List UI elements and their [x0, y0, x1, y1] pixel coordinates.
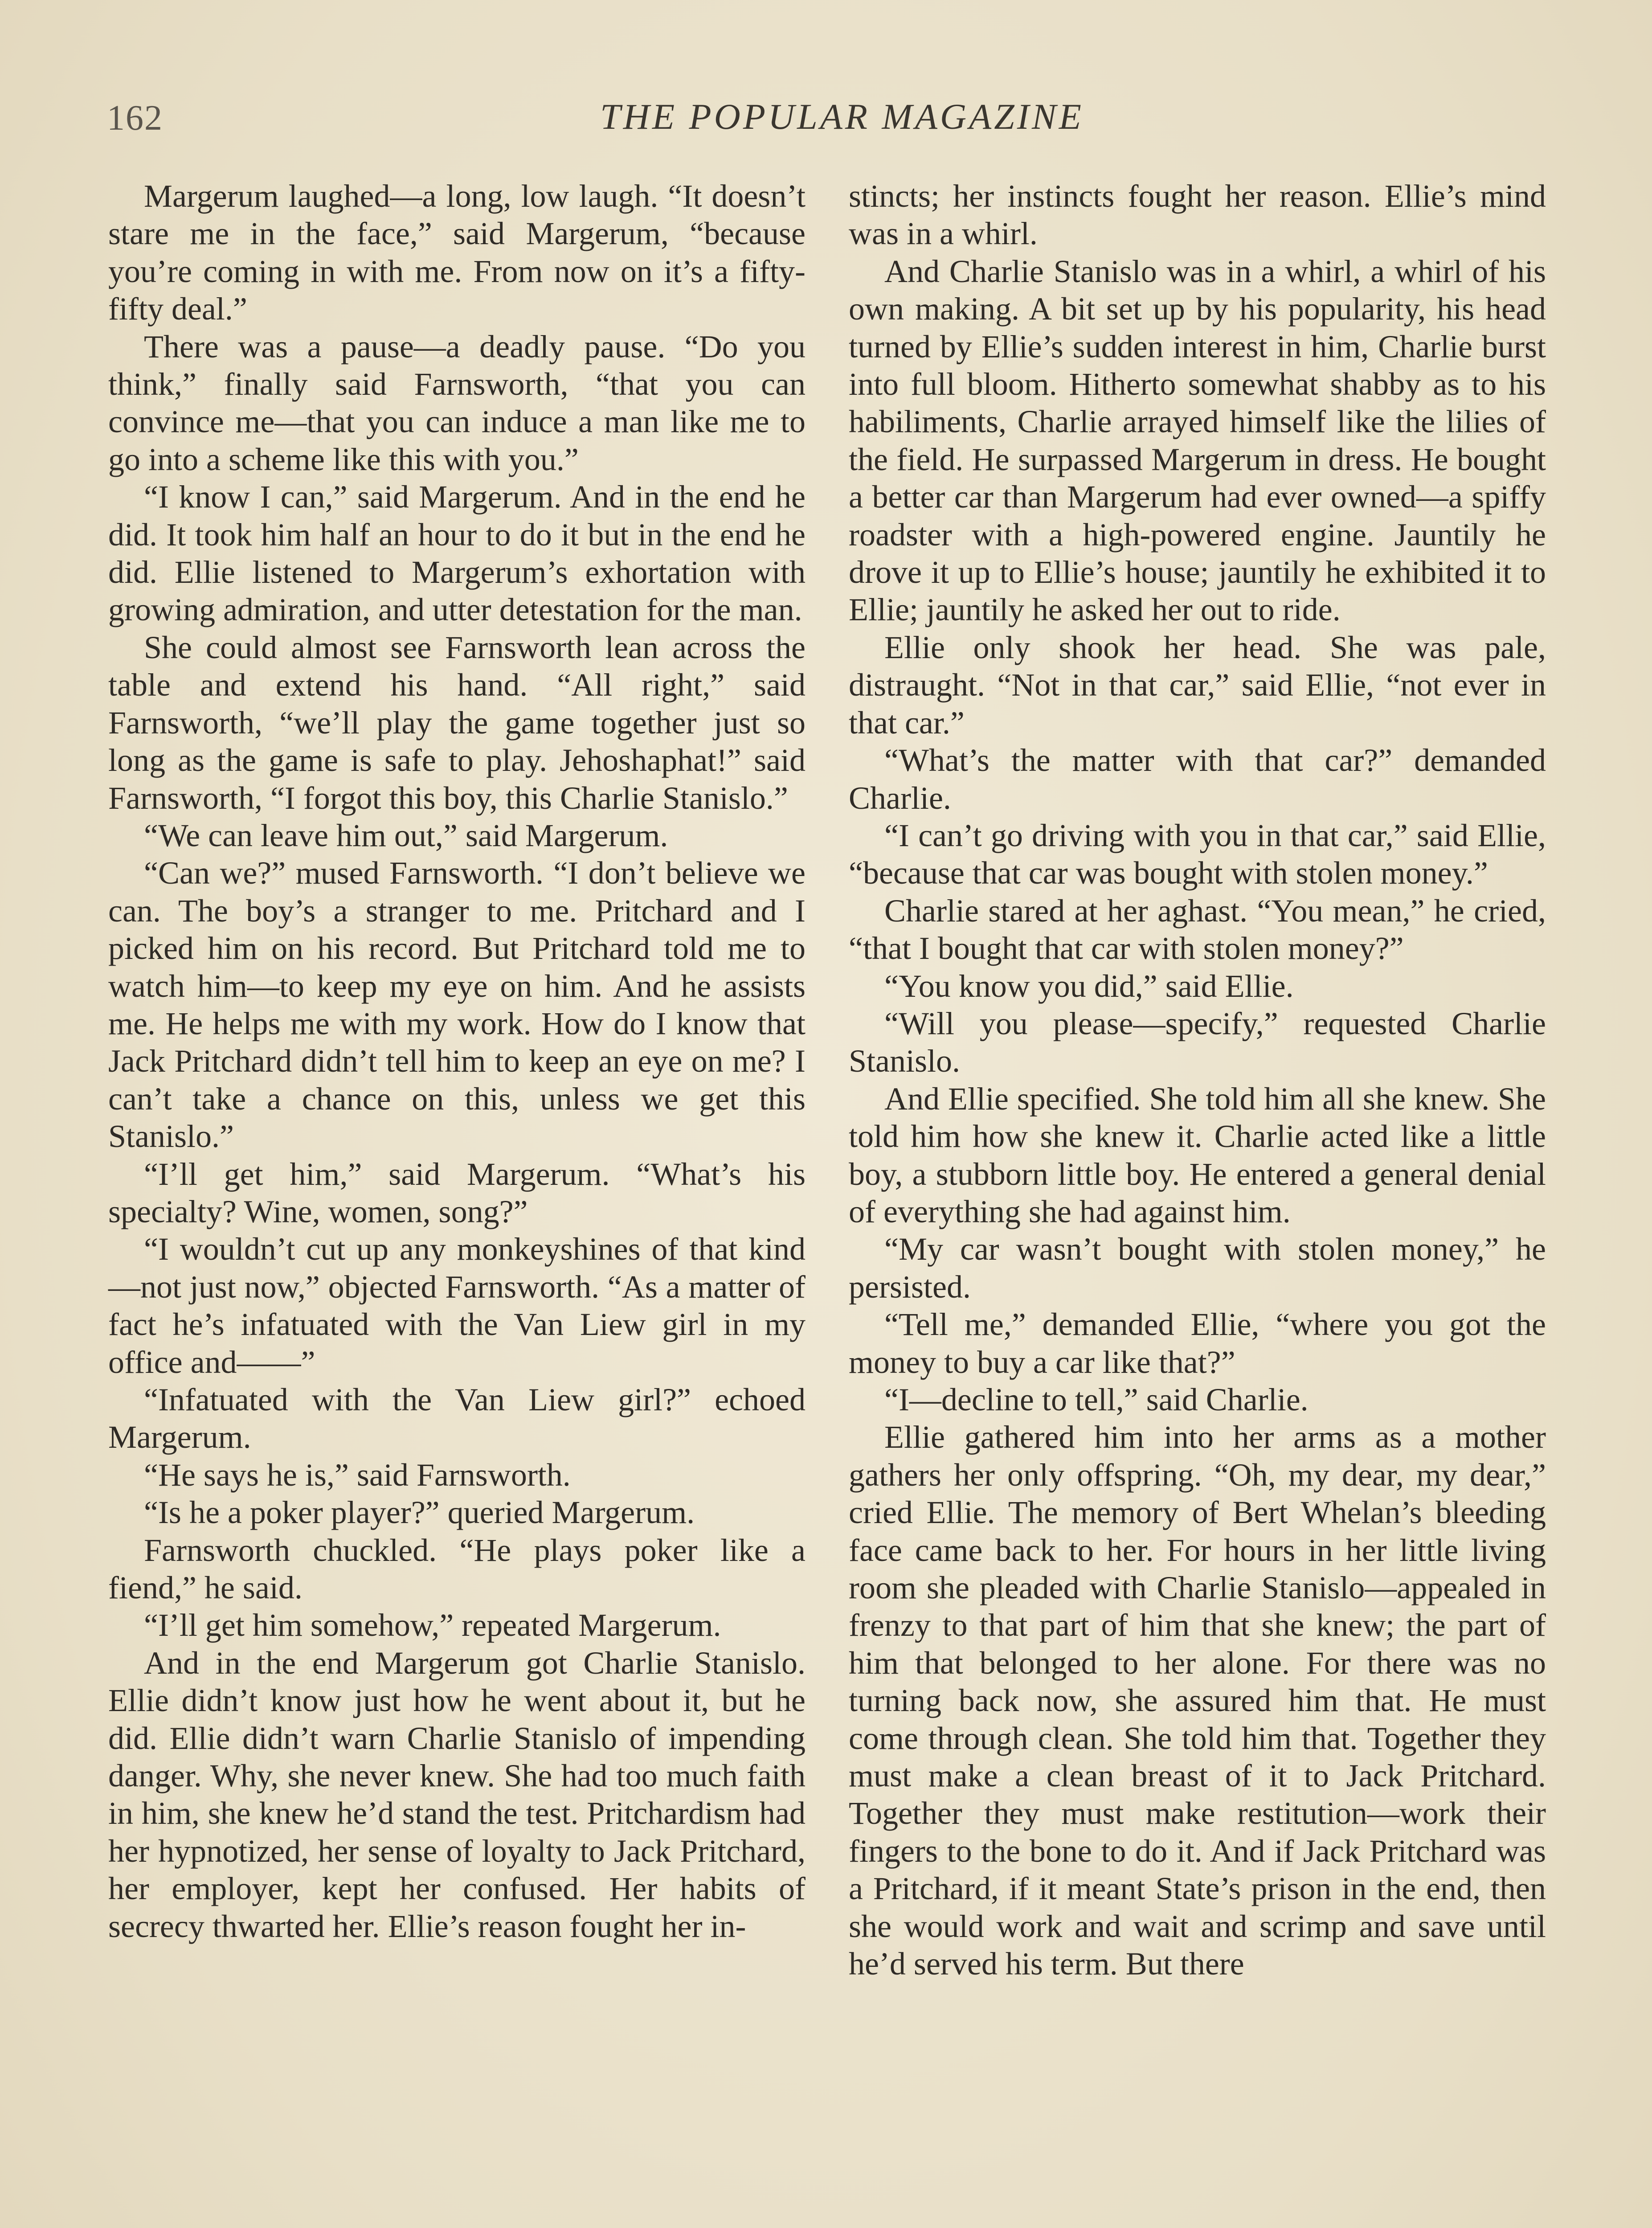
paragraph: Margerum laughed—a long, low laugh. “It doesn’t stare me in the face,” said Margerum, “because you’re coming in with me. From now on it’s a fifty-fifty deal.” — [108, 178, 806, 327]
paragraph: “I’ll get him,” said Margerum. “What’s his specialty? Wine, women, song?” — [108, 1156, 806, 1229]
paragraph: “I—decline to tell,” said Charlie. — [884, 1382, 1309, 1417]
paragraph: stincts; her instincts fought her reason. Ellie’s mind was in a whirl. — [849, 178, 1546, 252]
paragraph: “Tell me,” demanded Ellie, “where you got the money to buy a car like that?” — [849, 1306, 1546, 1380]
paragraph: “You know you did,” said Ellie. — [884, 968, 1294, 1004]
paragraph: Farnsworth chuckled. “He plays poker like a fiend,” he said. — [108, 1532, 806, 1606]
right-column — [849, 177, 1546, 1983]
paragraph: Ellie gathered him into her arms as a mother gathers her only offspring. “Oh, my dear, my dear,” cried Ellie. The memory of Bert Whelan’s bleeding face came back to her. For hours in her little living room she pleaded with Charlie Stanislo—appealed in frenzy to that part of him that she knew; the part of him that belonged to her alone. For there was no turning back now, she assured him that. He must come through clean. She told him that. Together they must make a clean breast of it to Jack Pritchard. Together they must make restitution—work their fingers to the bone to do it. And if Jack Pritchard was a Pritchard, if it meant State’s prison in the end, then she would work and wait and scrimp and save until he’d served his term. But there — [849, 1419, 1546, 1982]
paragraph: “I can’t go driving with you in that car,” said Ellie, “because that car was bought with stolen money.” — [849, 817, 1546, 891]
paragraph: There was a pause—a deadly pause. “Do you think,” finally said Farnsworth, “that you can convince me—that you can induce a man like me to go into a scheme like this with you.” — [108, 328, 806, 477]
paragraph: And in the end Margerum got Charlie Stanislo. Ellie didn’t know just how he went about it, but he did. Ellie didn’t warn Charlie Stanislo of impending danger. Why, she never knew. She had too much faith in him, she knew he’d stand the test. Pritchardism had her hypnotized, her sense of loyalty to Jack Pritchard, her employer, kept her confused. Her habits of secrecy thwarted her. Ellie’s reason fought her in- — [108, 1645, 806, 1944]
paragraph: “Is he a poker player?” queried Margerum. — [144, 1495, 695, 1531]
running-head: THE POPULAR MAGAZINE — [600, 96, 1084, 137]
paragraph: “My car wasn’t bought with stolen money,” he persisted. — [849, 1231, 1546, 1305]
paragraph: “What’s the matter with that car?” demanded Charlie. — [849, 742, 1546, 816]
paragraph: “I know I can,” said Margerum. And in the end he did. It took him half an hour to do it but in the end he did. Ellie listened to Margerum’s exhortation with growing admiration, and utter detestation for the man. — [108, 479, 806, 628]
paragraph: “Will you please—specify,” requested Charlie Stanislo. — [849, 1005, 1546, 1079]
paragraph: And Charlie Stanislo was in a whirl, a whirl of his own making. A bit set up by his popularity, his head turned by Ellie’s sudden interest in him, Charlie burst into full bloom. Hitherto somewhat shabby as to his habiliments, Charlie arrayed himself like the lilies of the field. He surpassed Margerum in dress. He bought a better car than Margerum had ever owned—a spiffy roadster with a high-powered engine. Jauntily he drove it up to Ellie’s house; jauntily he exhibited it to Ellie; jauntily he asked her out to ride. — [849, 253, 1546, 628]
paragraph: She could almost see Farnsworth lean across the table and extend his hand. “All right,” said Farnsworth, “we’ll play the game together just so long as the game is safe to play. Jehoshaphat!” said Farnsworth, “I forgot this boy, this Charlie Stanislo.” — [108, 629, 806, 816]
paragraph: “He says he is,” said Farnsworth. — [144, 1457, 571, 1493]
paragraph: “We can leave him out,” said Margerum. — [144, 817, 668, 853]
paragraph: Ellie only shook her head. She was pale, distraught. “Not in that car,” said Ellie, “not ever in that car.” — [849, 629, 1546, 741]
paragraph: “Can we?” mused Farnsworth. “I don’t believe we can. The boy’s a stranger to me. Pritchard and I picked him on his record. But Pritchard told me to watch him—to keep my eye on him. And he assists me. He helps me with my work. How do I know that Jack Pritchard didn’t tell him to keep an eye on me? I can’t take a chance on this, unless we get this Stanislo.” — [108, 855, 806, 1155]
paragraph: And Ellie specified. She told him all she knew. She told him how she knew it. Charlie acted like a little boy, a stubborn little boy. He entered a general denial of everything she had against him. — [849, 1081, 1546, 1229]
page-number: 162 — [107, 98, 163, 138]
paragraph: Charlie stared at her aghast. “You mean,” he cried, “that I bought that car with stolen money?” — [849, 893, 1546, 967]
paragraph: “I wouldn’t cut up any monkeyshines of that kind—not just now,” objected Farnsworth. “As a matter of fact he’s infatuated with the Van Liew girl in my office and——” — [108, 1231, 806, 1380]
paragraph: “Infatuated with the Van Liew girl?” echoed Margerum. — [108, 1382, 806, 1455]
left-column — [108, 177, 806, 1945]
paragraph: “I’ll get him somehow,” repeated Margerum. — [144, 1607, 721, 1643]
